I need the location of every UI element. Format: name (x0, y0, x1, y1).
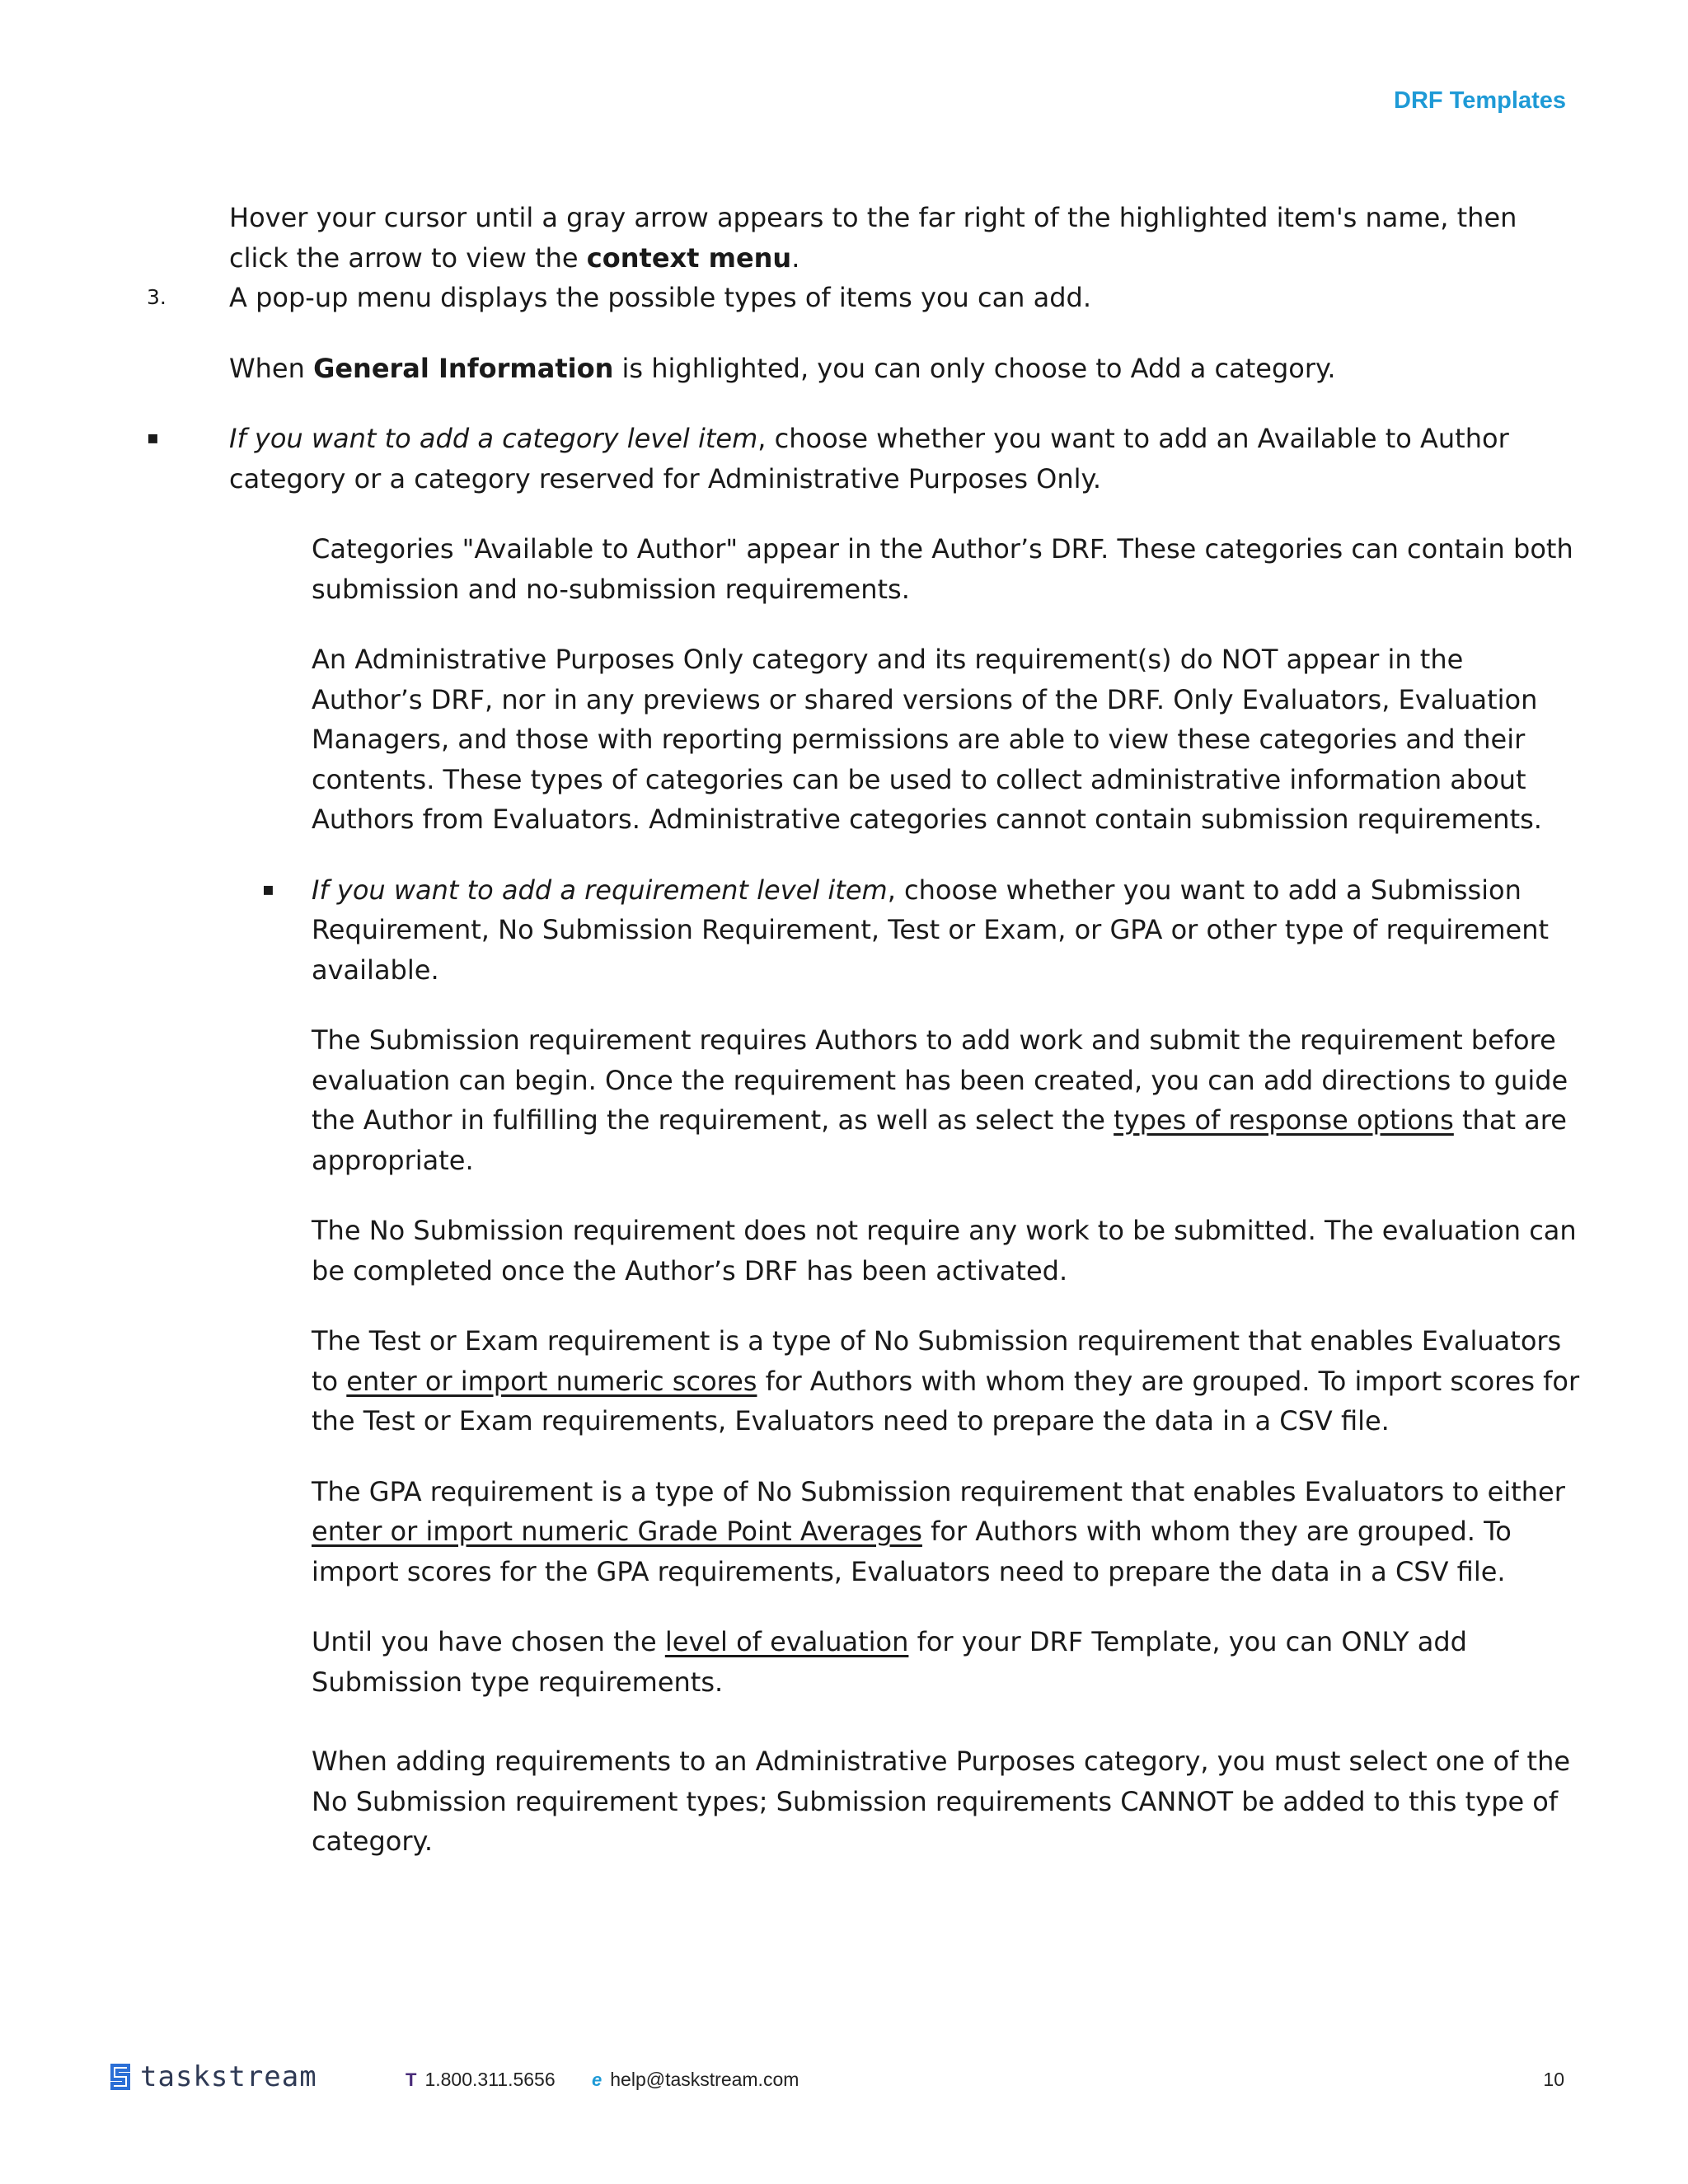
bullet-category-level (147, 419, 1581, 499)
step-number: 3. (147, 285, 166, 309)
page-footer (0, 2060, 1688, 2110)
paragraph-text: for Authors with whom they are grouped. To import scores for the Test or Exam requirements, Evaluators need to prepare the data in a CSV file. (312, 1365, 1580, 1436)
paragraph-text: for your DRF Template, you can ONLY add Submission type requirements. (312, 1626, 1467, 1698)
phone-number: 1.800.311.5656 (424, 2069, 556, 2090)
bullet-square-icon: ▪ (262, 879, 274, 900)
email-address[interactable]: help@taskstream.com (610, 2069, 799, 2090)
paragraph-adding-administrative: When adding requirements to an Administrative Purposes category, you must select one of the No Submission requirement types; Submission requirements CANNOT be added to this type of category. (312, 1746, 1571, 1857)
paragraph-test-or-exam (312, 1321, 1581, 1441)
paragraph-available-to-author: Categories "Available to Author" appear in the Author’s DRF. These categories can contain both submission and no-submission requirements. (312, 533, 1573, 605)
bullet-requirement-level (262, 870, 1581, 991)
phone-glyph-icon: T (406, 2069, 417, 2090)
email-glyph-icon: e (592, 2069, 603, 2090)
paragraph-text: Hover your cursor until a gray arrow appears to the far right of the highlighted item's name, then click the arrow to view the (229, 202, 1517, 274)
general-information-term: General Information (313, 352, 614, 384)
paragraph-text: The Submission requirement requires Authors to add work and submit the requirement before evaluation can begin. Once the requirement has been created, you can add directions to guide the Author in fulfilling the requirement, as well as select the (312, 1024, 1568, 1136)
taskstream-logo (109, 2060, 317, 2093)
document-header-title: DRF Templates (1394, 87, 1566, 114)
paragraph-hover-instructions (229, 198, 1581, 278)
paragraph-no-submission-requirement: The No Submission requirement does not require any work to be submitted. The evaluation can be completed once the Author’s DRF has been activated. (312, 1215, 1577, 1286)
paragraph-text: is highlighted, you can only choose to Add a category. (613, 352, 1336, 384)
step-text: A pop-up menu displays the possible types of items you can add. (229, 282, 1092, 313)
link-enter-import-numeric-scores[interactable]: enter or import numeric scores (346, 1365, 757, 1397)
bullet-text: , choose whether you want to add a Submission Requirement, No Submission Requirement, Test or Exam, or GPA or other type of requirement available. (312, 874, 1550, 986)
link-level-of-evaluation[interactable]: level of evaluation (664, 1626, 909, 1657)
footer-phone (406, 2069, 556, 2091)
link-types-of-response-options[interactable]: types of response options (1114, 1104, 1454, 1136)
link-enter-import-gpa[interactable]: enter or import numeric Grade Point Averages (312, 1516, 922, 1547)
paragraph-text: that are appropriate. (312, 1104, 1567, 1176)
document-body (0, 198, 1688, 1892)
context-menu-term: context menu (586, 241, 792, 274)
bullet-lead-italic: If you want to add a category level item (229, 423, 758, 454)
paragraph-text: The GPA requirement is a type of No Submission requirement that enables Evaluators to either (312, 1475, 1565, 1507)
bullet-square-icon: ▪ (147, 428, 159, 448)
paragraph-text: Until you have chosen the (312, 1626, 665, 1657)
logo-wordmark: taskstream (140, 2060, 317, 2093)
paragraph-level-of-evaluation (312, 1622, 1581, 1702)
footer-email (592, 2069, 799, 2091)
paragraph-administrative-purposes: An Administrative Purposes Only category and its requirement(s) do NOT appear in the Author’s DRF, nor in any previews or shared versions of the DRF. Only Evaluators, Evaluation Managers, and those with reporting permissions are able to view these categories and their contents. These types of categories can be used to collect administrative information about Authors from Evaluators. Administrative categories cannot contain submission requirements. (312, 644, 1542, 835)
paragraph-text: . (791, 241, 800, 274)
paragraph-text: The Test or Exam requirement is a type of No Submission requirement that enables Evaluators to (312, 1325, 1562, 1397)
paragraph-text: for Authors with whom they are grouped. To import scores for the GPA requirements, Evaluators need to prepare the data in a CSV file. (312, 1516, 1512, 1587)
bullet-text: , choose whether you want to add an Available to Author category or a category reserved for Administrative Purposes Only. (229, 423, 1509, 494)
bullet-lead-italic: If you want to add a requirement level item (312, 874, 888, 906)
paragraph-text: When (229, 352, 314, 384)
paragraph-general-information (229, 349, 1581, 389)
paragraph-gpa-requirement (312, 1472, 1581, 1592)
page-number: 10 (1543, 2069, 1564, 2090)
step-3 (147, 278, 1581, 318)
paragraph-submission-requirement (312, 1020, 1581, 1180)
taskstream-logo-icon (109, 2063, 132, 2091)
